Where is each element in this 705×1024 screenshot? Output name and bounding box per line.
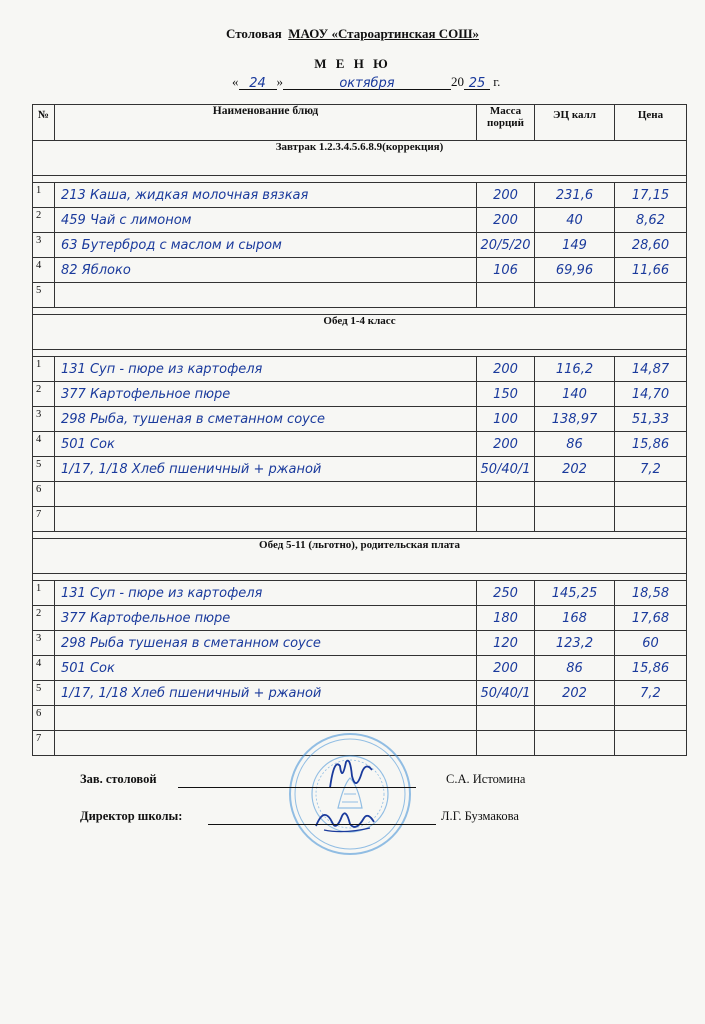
- col-header-price: Цена: [615, 105, 687, 141]
- row-number-cell: [33, 382, 55, 407]
- row-number: 2: [36, 210, 42, 221]
- section-gap: [33, 350, 687, 357]
- row-number-cell: [33, 357, 55, 382]
- price-value: 8,62: [636, 212, 665, 228]
- menu-title: М Е Н Ю: [314, 56, 391, 71]
- portion-mass-cell: [477, 233, 535, 258]
- row-number-cell: [33, 432, 55, 457]
- energy-value-cell: [535, 482, 615, 507]
- price-value: 15,86: [631, 436, 670, 452]
- org-name: МАОУ «Староартинская СОШ»: [288, 26, 480, 41]
- price-value-cell: [615, 731, 687, 756]
- portion-mass: 106: [493, 262, 518, 278]
- price-value-cell: [615, 457, 687, 482]
- table-row: [33, 457, 687, 482]
- portion-mass-cell: [477, 731, 535, 756]
- energy-value-cell: [535, 407, 615, 432]
- energy-value: 69,96: [555, 262, 594, 278]
- menu-table: [32, 104, 687, 756]
- menu-body: [33, 141, 687, 756]
- table-header-row: [33, 105, 687, 141]
- price-value-cell: [615, 706, 687, 731]
- energy-value: 231,6: [555, 187, 594, 203]
- table-row: [33, 581, 687, 606]
- section-title: Обед 5-11 (льготно), родительская плата: [33, 539, 687, 574]
- portion-mass-cell: [477, 482, 535, 507]
- section-header-row: [33, 141, 687, 176]
- energy-value-cell: [535, 457, 615, 482]
- row-number-cell: [33, 631, 55, 656]
- portion-mass-cell: [477, 507, 535, 532]
- energy-value-cell: [535, 382, 615, 407]
- price-value: 7,2: [640, 461, 661, 477]
- year-suffix: 25: [468, 76, 486, 91]
- col-header-kcal: ЭЦ калл: [535, 105, 615, 141]
- row-number-cell: [33, 183, 55, 208]
- price-value-cell: [615, 283, 687, 308]
- portion-mass-cell: [477, 357, 535, 382]
- row-number: 4: [36, 434, 42, 445]
- row-number: 2: [36, 608, 42, 619]
- row-number: 7: [36, 733, 42, 744]
- dish-name: 82 Яблоко: [61, 262, 131, 278]
- portion-mass-cell: [477, 382, 535, 407]
- table-row: [33, 233, 687, 258]
- energy-value: 116,2: [555, 361, 594, 377]
- date-day: 24: [249, 76, 266, 91]
- table-row: [33, 283, 687, 308]
- price-value: 28,60: [631, 237, 670, 253]
- dish-name: 131 Суп - пюре из картофеля: [61, 585, 263, 601]
- dish-name: 298 Рыба тушеная в сметанном соусе: [61, 635, 321, 651]
- dish-name-cell: [55, 183, 477, 208]
- org-prefix: Столовая: [225, 26, 282, 41]
- row-number-cell: [33, 407, 55, 432]
- energy-value-cell: [535, 183, 615, 208]
- energy-value: 40: [566, 212, 583, 228]
- dish-name-cell: [55, 581, 477, 606]
- dish-name-cell: [55, 731, 477, 756]
- row-number-cell: [33, 731, 55, 756]
- portion-mass: 200: [493, 436, 518, 452]
- section-gap-cell: [33, 574, 687, 581]
- row-number: 6: [36, 708, 42, 719]
- table-row: [33, 258, 687, 283]
- dish-name-cell: [55, 258, 477, 283]
- portion-mass-cell: [477, 581, 535, 606]
- dish-name-cell: [55, 681, 477, 706]
- portion-mass: 50/40/1: [480, 461, 531, 477]
- dish-name-cell: [55, 507, 477, 532]
- dish-name-cell: [55, 407, 477, 432]
- table-row: [33, 208, 687, 233]
- dish-name: 501 Сок: [61, 660, 115, 676]
- dish-name-cell: [55, 208, 477, 233]
- year-unit: г.: [493, 74, 501, 89]
- price-value: 15,86: [631, 660, 670, 676]
- row-number-cell: [33, 681, 55, 706]
- portion-mass: 20/5/20: [480, 237, 531, 253]
- table-row: [33, 606, 687, 631]
- energy-value-cell: [535, 208, 615, 233]
- energy-value: 86: [566, 660, 583, 676]
- row-number-cell: [33, 706, 55, 731]
- price-value-cell: [615, 482, 687, 507]
- portion-mass: 200: [493, 212, 518, 228]
- dish-name: 459 Чай с лимоном: [61, 212, 192, 228]
- section-gap: [33, 532, 687, 539]
- price-value-cell: [615, 407, 687, 432]
- row-number: 3: [36, 235, 42, 246]
- price-value-cell: [615, 183, 687, 208]
- energy-value: 86: [566, 436, 583, 452]
- row-number: 5: [36, 285, 42, 296]
- row-number: 1: [36, 185, 42, 196]
- dish-name-cell: [55, 357, 477, 382]
- energy-value-cell: [535, 233, 615, 258]
- table-row: [33, 183, 687, 208]
- energy-value: 145,25: [551, 585, 598, 601]
- section-gap: [33, 574, 687, 581]
- price-value-cell: [615, 233, 687, 258]
- portion-mass-cell: [477, 681, 535, 706]
- canteen-head-label: Зав. столовой: [80, 772, 157, 786]
- energy-value-cell: [535, 606, 615, 631]
- col-header-name: Наименование блюд: [55, 105, 477, 141]
- portion-mass-cell: [477, 631, 535, 656]
- energy-value-cell: [535, 258, 615, 283]
- energy-value: 202: [562, 461, 587, 477]
- price-value-cell: [615, 507, 687, 532]
- energy-value-cell: [535, 631, 615, 656]
- energy-value-cell: [535, 432, 615, 457]
- energy-value: 149: [562, 237, 587, 253]
- portion-mass: 200: [493, 361, 518, 377]
- row-number: 4: [36, 260, 42, 271]
- table-row: [33, 681, 687, 706]
- row-number: 6: [36, 484, 42, 495]
- row-number-cell: [33, 457, 55, 482]
- dish-name-cell: [55, 606, 477, 631]
- portion-mass-cell: [477, 432, 535, 457]
- price-value: 14,87: [631, 361, 670, 377]
- row-number-cell: [33, 208, 55, 233]
- dish-name-cell: [55, 482, 477, 507]
- price-value-cell: [615, 656, 687, 681]
- portion-mass: 200: [493, 660, 518, 676]
- row-number-cell: [33, 233, 55, 258]
- canteen-head-sign-line: [178, 786, 416, 788]
- organization-line: [0, 26, 705, 42]
- price-value-cell: [615, 631, 687, 656]
- director-sign-line: [208, 823, 436, 825]
- energy-value: 140: [562, 386, 587, 402]
- price-value-cell: [615, 432, 687, 457]
- dish-name: 213 Каша, жидкая молочная вязкая: [61, 187, 309, 203]
- portion-mass-cell: [477, 457, 535, 482]
- price-value-cell: [615, 581, 687, 606]
- portion-mass: 200: [493, 187, 518, 203]
- dish-name: 377 Картофельное пюре: [61, 610, 231, 626]
- dish-name-cell: [55, 382, 477, 407]
- energy-value-cell: [535, 357, 615, 382]
- table-row: [33, 631, 687, 656]
- portion-mass: 100: [493, 411, 518, 427]
- row-number-cell: [33, 606, 55, 631]
- portion-mass: 250: [493, 585, 518, 601]
- portion-mass-cell: [477, 258, 535, 283]
- table-row: [33, 382, 687, 407]
- portion-mass-cell: [477, 656, 535, 681]
- date-month: октября: [339, 76, 395, 91]
- date-open-quote: «: [232, 74, 239, 89]
- year-prefix: 20: [451, 74, 464, 89]
- director-label: Директор школы:: [80, 809, 183, 823]
- price-value: 11,66: [631, 262, 670, 278]
- dish-name-cell: [55, 656, 477, 681]
- dish-name-cell: [55, 283, 477, 308]
- dish-name: 501 Сок: [61, 436, 115, 452]
- table-row: [33, 656, 687, 681]
- director-name: Л.Г. Бузмакова: [441, 809, 519, 823]
- price-value-cell: [615, 681, 687, 706]
- energy-value-cell: [535, 283, 615, 308]
- row-number-cell: [33, 656, 55, 681]
- dish-name-cell: [55, 631, 477, 656]
- portion-mass-cell: [477, 183, 535, 208]
- price-value: 17,68: [631, 610, 670, 626]
- row-number-cell: [33, 581, 55, 606]
- section-gap-cell: [33, 176, 687, 183]
- section-gap: [33, 176, 687, 183]
- energy-value: 138,97: [551, 411, 598, 427]
- section-header-row: [33, 539, 687, 574]
- dish-name: 63 Бутерброд с маслом и сыром: [61, 237, 282, 253]
- row-number-cell: [33, 482, 55, 507]
- price-value: 14,70: [631, 386, 670, 402]
- table-row: [33, 407, 687, 432]
- row-number: 2: [36, 384, 42, 395]
- row-number-cell: [33, 507, 55, 532]
- dish-name: 377 Картофельное пюре: [61, 386, 231, 402]
- dish-name-cell: [55, 457, 477, 482]
- row-number-cell: [33, 283, 55, 308]
- portion-mass-cell: [477, 407, 535, 432]
- energy-value-cell: [535, 507, 615, 532]
- energy-value: 168: [562, 610, 587, 626]
- price-value: 60: [642, 635, 659, 651]
- director-signature-icon: [310, 802, 380, 838]
- energy-value-cell: [535, 581, 615, 606]
- portion-mass: 50/40/1: [480, 685, 531, 701]
- price-value-cell: [615, 258, 687, 283]
- price-value-cell: [615, 208, 687, 233]
- price-value: 18,58: [631, 585, 670, 601]
- row-number: 1: [36, 359, 42, 370]
- price-value: 7,2: [640, 685, 661, 701]
- canteen-head-name: С.А. Истомина: [446, 772, 526, 786]
- energy-value-cell: [535, 731, 615, 756]
- price-value-cell: [615, 606, 687, 631]
- section-title: Завтрак 1.2.3.4.5.6.8.9(коррекция): [33, 141, 687, 176]
- row-number: 5: [36, 683, 42, 694]
- col-header-mass: Масса порций: [477, 105, 535, 141]
- table-row: [33, 706, 687, 731]
- dish-name-cell: [55, 432, 477, 457]
- price-value: 17,15: [631, 187, 670, 203]
- dish-name: 131 Суп - пюре из картофеля: [61, 361, 263, 377]
- col-header-num: №: [33, 105, 55, 141]
- dish-name: 1/17, 1/18 Хлеб пшеничный + ржаной: [61, 685, 322, 701]
- row-number: 3: [36, 409, 42, 420]
- portion-mass-cell: [477, 706, 535, 731]
- section-gap-cell: [33, 350, 687, 357]
- price-value-cell: [615, 357, 687, 382]
- date-close-quote: »: [276, 74, 283, 89]
- dish-name-cell: [55, 233, 477, 258]
- section-gap-cell: [33, 532, 687, 539]
- row-number: 4: [36, 658, 42, 669]
- energy-value: 123,2: [555, 635, 594, 651]
- portion-mass: 180: [493, 610, 518, 626]
- section-gap-cell: [33, 308, 687, 315]
- table-row: [33, 432, 687, 457]
- dish-name: 1/17, 1/18 Хлеб пшеничный + ржаной: [61, 461, 322, 477]
- canteen-head-signature-icon: [322, 752, 382, 796]
- energy-value-cell: [535, 656, 615, 681]
- energy-value-cell: [535, 681, 615, 706]
- row-number: 7: [36, 509, 42, 520]
- dish-name: 298 Рыба, тушеная в сметанном соусе: [61, 411, 325, 427]
- price-value: 51,33: [631, 411, 670, 427]
- energy-value: 202: [562, 685, 587, 701]
- section-title: Обед 1-4 класс: [33, 315, 687, 350]
- row-number-cell: [33, 258, 55, 283]
- section-header-row: [33, 315, 687, 350]
- dish-name-cell: [55, 706, 477, 731]
- section-gap: [33, 308, 687, 315]
- portion-mass-cell: [477, 208, 535, 233]
- portion-mass-cell: [477, 606, 535, 631]
- table-row: [33, 357, 687, 382]
- portion-mass-cell: [477, 283, 535, 308]
- portion-mass: 150: [493, 386, 518, 402]
- table-row: [33, 507, 687, 532]
- row-number: 1: [36, 583, 42, 594]
- price-value-cell: [615, 382, 687, 407]
- row-number: 5: [36, 459, 42, 470]
- row-number: 3: [36, 633, 42, 644]
- table-row: [33, 482, 687, 507]
- portion-mass: 120: [493, 635, 518, 651]
- energy-value-cell: [535, 706, 615, 731]
- date-line: [232, 74, 500, 90]
